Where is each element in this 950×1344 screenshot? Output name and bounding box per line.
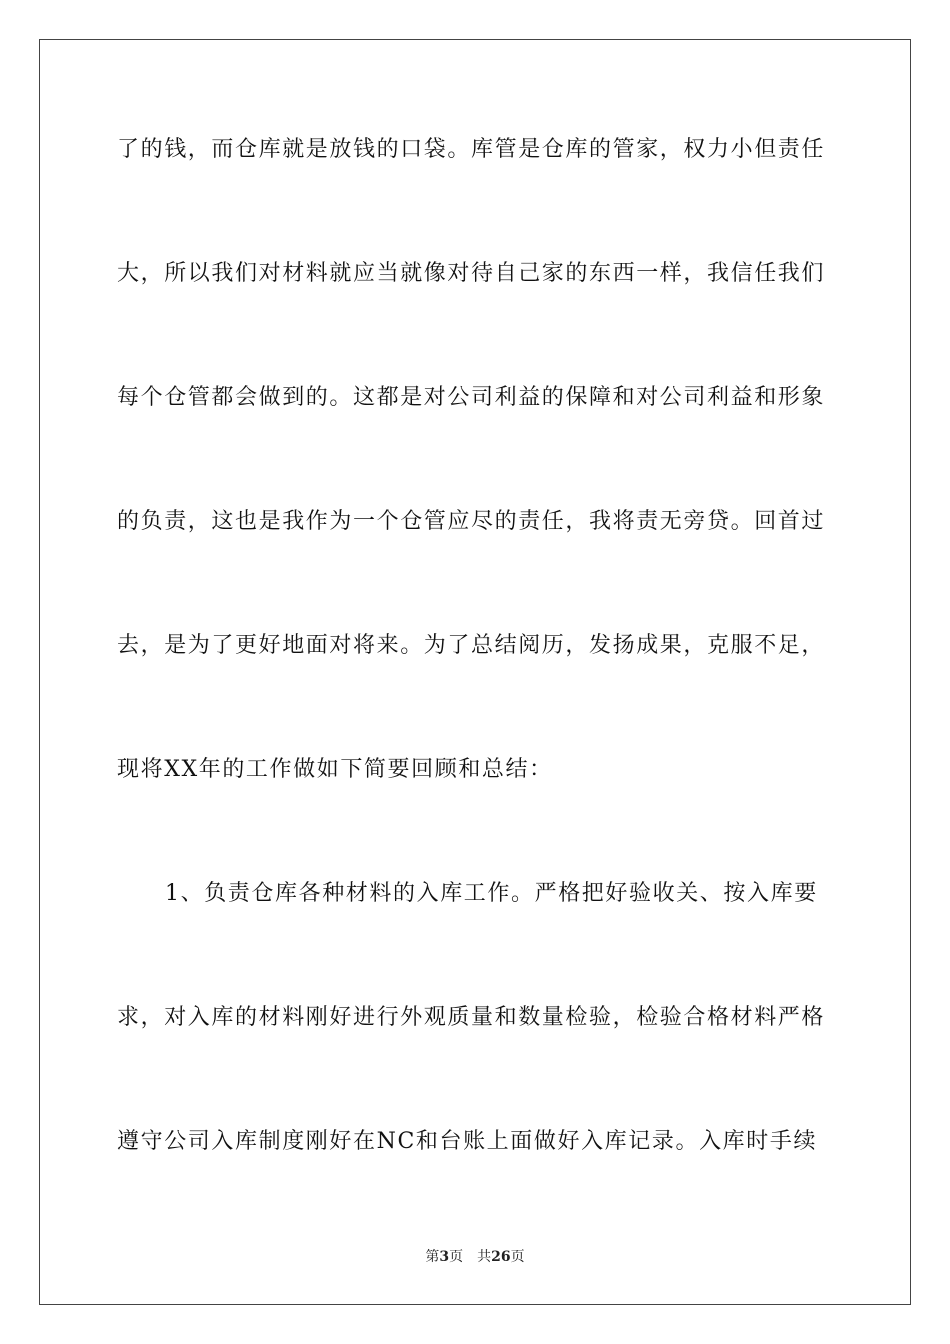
total-prefix: 共 xyxy=(477,1249,492,1265)
page-footer xyxy=(0,1246,950,1266)
page-suffix: 页 xyxy=(449,1249,464,1265)
paragraph-line: 1、负责仓库各种材料的入库工作。严格把好验收关、按入库要 xyxy=(165,881,818,906)
page-number: 3 xyxy=(439,1249,450,1265)
paragraph-line: 每个仓管都会做到的。这都是对公司利益的保障和对公司利益和形象 xyxy=(117,385,826,410)
total-suffix: 页 xyxy=(510,1249,525,1265)
paragraph-line: 大，所以我们对材料就应当就像对待自己家的东西一样，我信任我们 xyxy=(117,261,826,286)
paragraph-line: 现将XX年的工作做如下简要回顾和总结： xyxy=(117,757,553,782)
paragraph-line: 了的钱，而仓库就是放钱的口袋。库管是仓库的管家，权力小但责任 xyxy=(117,137,826,162)
paragraph-line: 去，是为了更好地面对将来。为了总结阅历，发扬成果，克服不足， xyxy=(117,633,826,658)
paragraph-line: 的负责，这也是我作为一个仓管应尽的责任，我将责无旁贷。回首过 xyxy=(117,509,826,534)
page-prefix: 第 xyxy=(425,1249,440,1265)
document-body xyxy=(117,124,833,1240)
total-pages: 26 xyxy=(491,1249,511,1265)
paragraph-line: 求，对入库的材料刚好进行外观质量和数量检验，检验合格材料严格 xyxy=(117,1005,826,1030)
paragraph-line: 遵守公司入库制度刚好在NC和台账上面做好入库记录。入库时手续 xyxy=(117,1129,818,1154)
